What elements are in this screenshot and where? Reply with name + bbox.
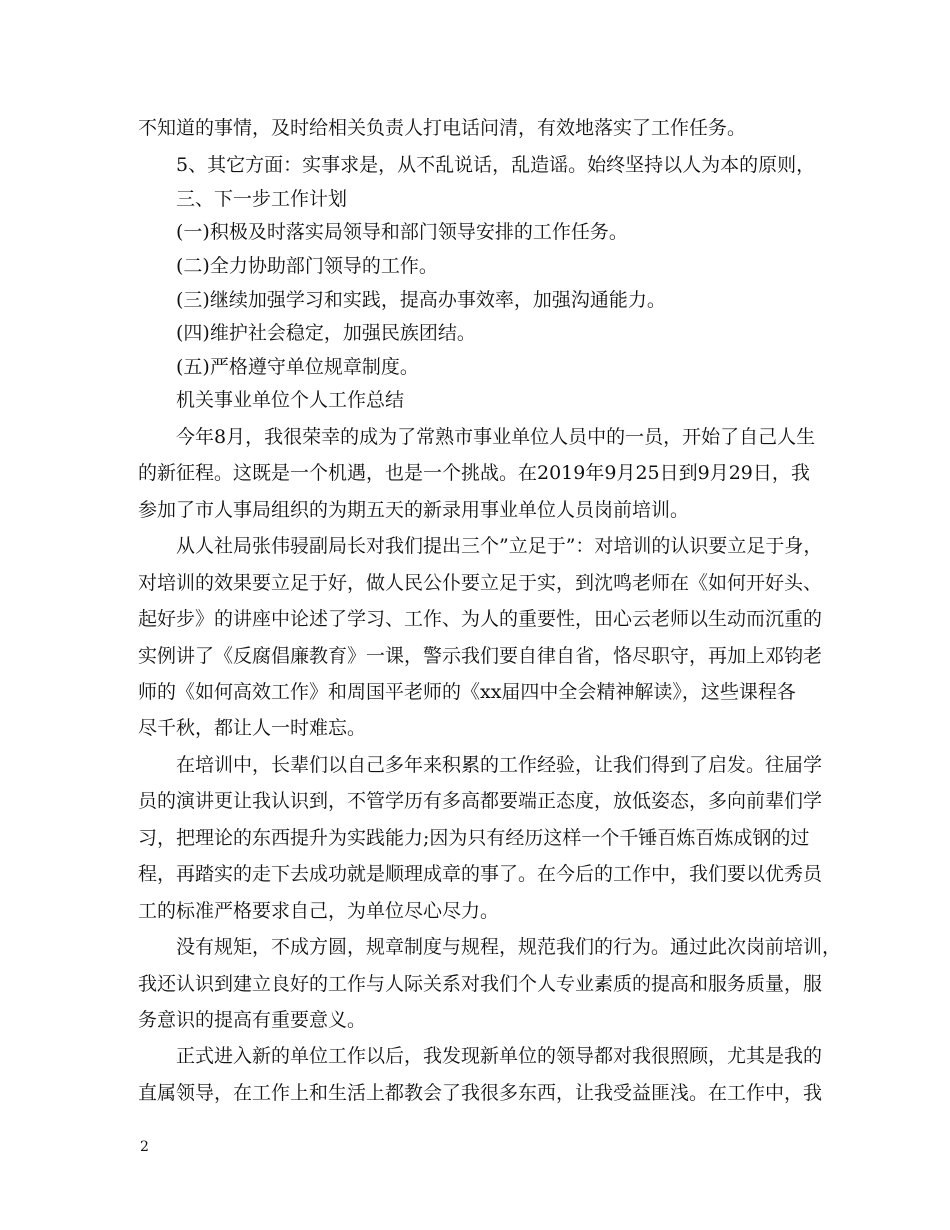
text-line: 正式进入新的单位工作以后，我发现新单位的领导都对我很照顾，尤其是我的: [176, 1045, 823, 1067]
text-line: 尽千秋，都让人一时难忘。: [138, 717, 367, 739]
text-line: 实例讲了《反腐倡廉教育》一课，警示我们要自律自省，恪尽职守，再加上邓钧老: [138, 645, 823, 667]
text-line: 习，把理论的东西提升为实践能力;因为只有经历这样一个千锤百炼百炼成钢的过: [138, 827, 810, 849]
document-title: 机关事业单位个人工作总结: [176, 389, 405, 411]
text-line: 直属领导，在工作上和生活上都教会了我很多东西，让我受益匪浅。在工作中，我: [138, 1082, 823, 1104]
text-line: 不知道的事情，及时给相关负责人打电话问清，有效地落实了工作任务。: [138, 117, 747, 139]
list-item: (二)全力协助部门领导的工作。: [176, 255, 438, 277]
text-line: 5、其它方面：实事求是，从不乱说话，乱造谣。始终坚持以人为本的原则，: [176, 154, 816, 176]
text-line: 工的标准严格要求自己，为单位尽心尽力。: [138, 900, 500, 922]
text-line: 我还认识到建立良好的工作与人际关系对我们个人专业素质的提高和服务质量，服: [138, 973, 823, 995]
text-line: 在培训中，长辈们以自己多年来积累的工作经验，让我们得到了启发。往届学: [176, 754, 823, 776]
list-item: (五)严格遵守单位规章制度。: [176, 356, 419, 378]
section-heading: 三、下一步工作计划: [176, 188, 348, 210]
text-line: 员的演讲更让我认识到，不管学历有多高都要端正态度，放低姿态，多向前辈们学: [138, 790, 823, 812]
text-line: 没有规矩，不成方圆，规章制度与规程，规范我们的行为。通过此次岗前培训，: [176, 936, 842, 958]
text-line: 今年8月，我很荣幸的成为了常熟市事业单位人员中的一员，开始了自己人生: [176, 426, 816, 448]
list-item: (一)积极及时落实局领导和部门领导安排的工作任务。: [176, 221, 628, 243]
text-line: 从人社局张伟骎副局长对我们提出三个”立足于”：对培训的认识要立足于身，: [176, 535, 823, 557]
text-line: 的新征程。这既是一个机遇，也是一个挑战。在2019年9月25日到9月29日，我: [138, 462, 810, 484]
text-line: 程，再踏实的走下去成功就是顺理成章的事了。在今后的工作中，我们要以优秀员: [138, 863, 823, 885]
page-number: 2: [140, 1139, 149, 1155]
list-item: (四)维护社会稳定，加强民族团结。: [176, 322, 476, 344]
text-line: 师的《如何高效工作》和周国平老师的《xx届四中全会精神解读》，这些课程各: [138, 681, 796, 703]
text-line: 对培训的效果要立足于好，做人民公仆要立足于实，到沈鸣老师在《如何开好头、: [138, 572, 823, 594]
text-line: 参加了市人事局组织的为期五天的新录用事业单位人员岗前培训。: [138, 499, 690, 521]
text-line: 务意识的提高有重要意义。: [138, 1009, 367, 1031]
text-line: 起好步》的讲座中论述了学习、工作、为人的重要性，田心云老师以生动而沉重的: [138, 608, 823, 630]
list-item: (三)继续加强学习和实践，提高办事效率，加强沟通能力。: [176, 289, 666, 311]
